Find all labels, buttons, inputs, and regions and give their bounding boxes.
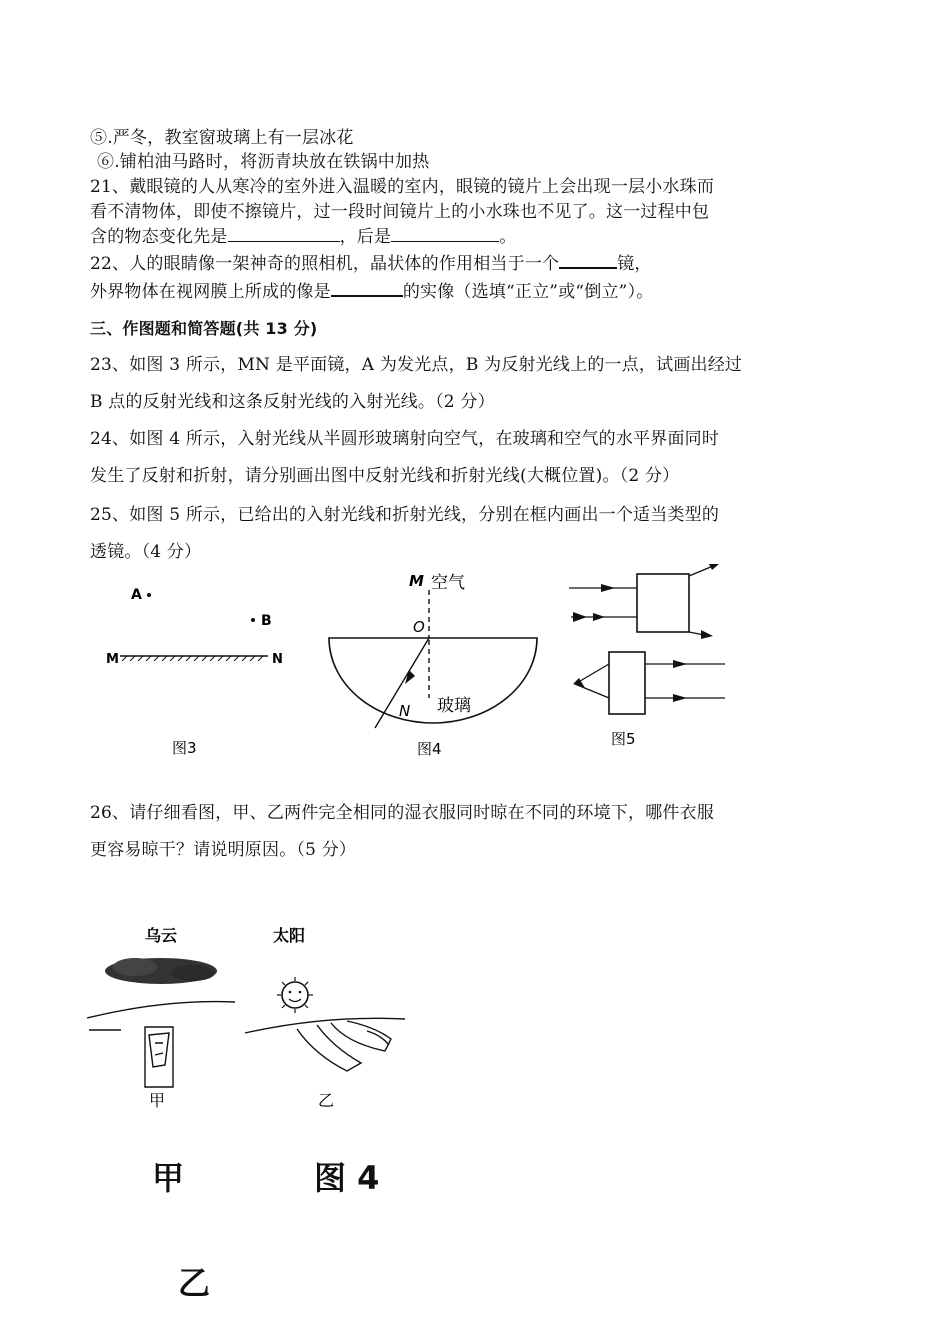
fig4-label-o: O: [413, 618, 425, 636]
section-3-heading: 三、作图题和简答题(共 13 分): [90, 319, 318, 338]
big-label-jia: 甲: [152, 1159, 185, 1197]
q22-text-4: 的实像（选填“正立”或“倒立”）。: [402, 282, 654, 302]
fig3-point-a: [147, 593, 151, 597]
figure-4: [325, 568, 545, 768]
figure-5: [563, 560, 743, 760]
label-jia: 甲: [149, 1091, 166, 1110]
fig4-label-air: 空气: [431, 573, 465, 593]
fig3-label-m: M: [106, 652, 119, 667]
fig3-label-n: N: [272, 652, 283, 667]
question-23-line-2: B 点的反射光线和这条反射光线的入射光线。（2 分）: [90, 392, 495, 412]
label-yi: 乙: [318, 1091, 335, 1110]
q22-blank-2[interactable]: [331, 279, 403, 297]
label-dark-cloud: 乌云: [145, 926, 178, 945]
question-25-line-2: 透镜。（4 分）: [90, 542, 202, 562]
fig5-upper: [569, 564, 719, 639]
line-yi: [245, 1018, 405, 1033]
question-26-line-2: 更容易晾干？请说明原因。（5 分）: [90, 840, 357, 860]
fig4-ray-arrow: [405, 670, 415, 684]
q21-text-1: 含的物态变化先是: [90, 227, 228, 247]
fig5-caption: 图5: [611, 730, 636, 748]
question-23-line-1: 23、如图 3 所示，MN 是平面镜，A 为发光点，B 为反射光线上的一点，试画出经过: [90, 355, 743, 375]
question-21-line-2: 看不清物体，即使不擦镜片，过一段时间镜片上的小水珠也不见了。这一过程中包: [90, 202, 710, 222]
figure-3: [100, 575, 300, 775]
line-jia: [87, 1002, 235, 1030]
option-6: ⑥.铺柏油马路时，将沥青块放在铁锅中加热: [97, 152, 430, 172]
q21-blank-1[interactable]: [228, 225, 340, 242]
q22-text-3: 外界物体在视网膜上所成的像是: [90, 282, 331, 302]
question-24-line-2: 发生了反射和折射，请分别画出图中反射光线和折射光线(大概位置)。（2 分）: [90, 466, 680, 486]
q21-blank-2[interactable]: [391, 225, 499, 242]
q22-text-1: 22、人的眼睛像一架神奇的照相机，晶状体的作用相当于一个: [90, 254, 560, 274]
question-21-line-1: 21、戴眼镜的人从寒冷的室外进入温暖的室内，眼镜的镜片上会出现一层小水珠而: [90, 177, 715, 197]
q22-blank-1[interactable]: [559, 251, 617, 269]
label-sun: 太阳: [273, 926, 306, 945]
fig5-box-upper[interactable]: [637, 574, 689, 632]
option-5: ⑤.严冬，教室窗玻璃上有一层冰花: [90, 128, 354, 148]
fig4-semicircle-glass: [329, 638, 537, 723]
question-24-line-1: 24、如图 4 所示，入射光线从半圆形玻璃射向空气，在玻璃和空气的水平界面同时: [90, 429, 720, 449]
figure-clothes-drying: [85, 915, 415, 1115]
question-26-line-1: 26、请仔细看图，甲、乙两件完全相同的湿衣服同时晾在不同的环境下，哪件衣服: [90, 803, 715, 823]
question-25-line-1: 25、如图 5 所示，已给出的入射光线和折射光线，分别在框内画出一个适当类型的: [90, 505, 720, 525]
question-22-line-1: [90, 251, 652, 276]
fig4-label-n: N: [399, 702, 411, 720]
fig4-label-m: M: [409, 572, 424, 590]
sun-icon: [277, 977, 313, 1013]
q21-text-2: ，后是: [339, 227, 392, 247]
big-label-yi: 乙: [178, 1264, 211, 1302]
dry-clothes-yi: [297, 1021, 391, 1071]
fig3-point-b: [251, 618, 255, 622]
question-21-line-3: [90, 225, 516, 249]
q21-text-3: 。: [499, 227, 517, 247]
wet-clothes-jia: [145, 1027, 173, 1087]
big-caption-figure-4: 图 4: [314, 1159, 380, 1197]
fig5-box-lower[interactable]: [609, 652, 645, 714]
question-22-line-2: [90, 279, 653, 304]
fig3-label-a: A: [131, 587, 142, 603]
fig3-caption: 图3: [172, 739, 197, 757]
fig5-lower: [573, 652, 725, 714]
fig3-label-b: B: [261, 613, 272, 629]
fig4-caption: 图4: [417, 740, 442, 758]
q22-text-2: 镜，: [617, 254, 652, 274]
fig4-label-glass: 玻璃: [437, 696, 471, 716]
